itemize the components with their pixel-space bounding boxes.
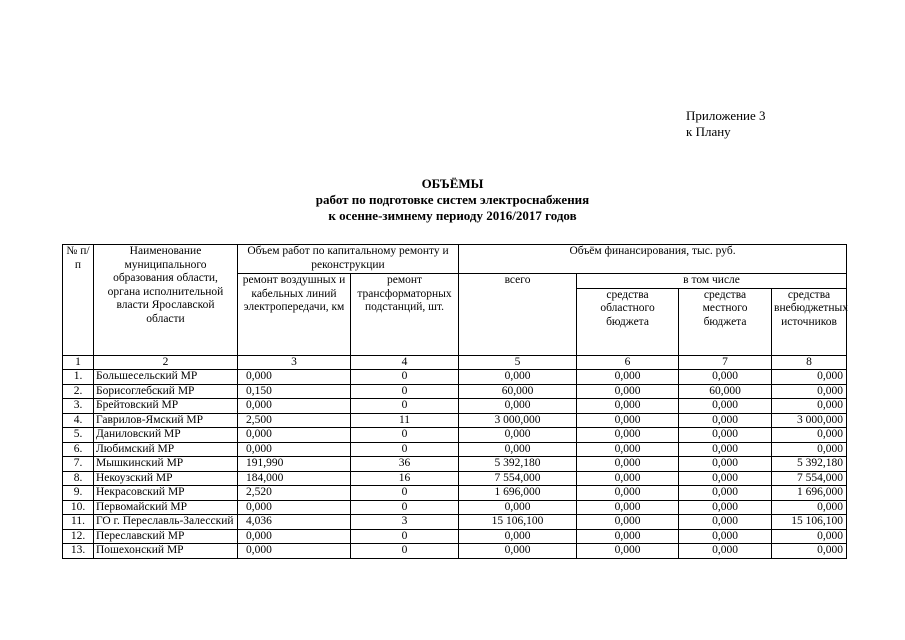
header-substations: ремонт трансформаторных подстанций, шт. [351, 274, 459, 356]
row-local: 0,000 [679, 428, 772, 443]
row-local: 0,000 [679, 486, 772, 501]
row-total: 0,000 [459, 399, 577, 414]
header-regional: средства областного бюджета [577, 288, 679, 355]
row-local: 0,000 [679, 471, 772, 486]
table-row [63, 457, 847, 472]
row-num: 1. [63, 370, 94, 385]
row-lines: 0,000 [238, 399, 351, 414]
row-extra: 1 696,000 [772, 486, 847, 501]
row-extra: 0,000 [772, 399, 847, 414]
row-num: 12. [63, 529, 94, 544]
row-lines: 2,500 [238, 413, 351, 428]
row-num: 2. [63, 384, 94, 399]
table-row [63, 529, 847, 544]
row-substations: 0 [351, 442, 459, 457]
row-name: Некоузский МР [94, 471, 238, 486]
row-num: 4. [63, 413, 94, 428]
header-lines: ремонт воздушных и кабельных линий электропередачи, км [238, 274, 351, 356]
row-local: 0,000 [679, 370, 772, 385]
row-substations: 3 [351, 515, 459, 530]
row-lines: 0,150 [238, 384, 351, 399]
row-total: 0,000 [459, 529, 577, 544]
table-row [63, 442, 847, 457]
row-num: 8. [63, 471, 94, 486]
header-extra: средства внебюджетных источников [772, 288, 847, 355]
row-local: 0,000 [679, 457, 772, 472]
row-lines: 0,000 [238, 370, 351, 385]
header-total: всего [459, 274, 577, 356]
row-extra: 7 554,000 [772, 471, 847, 486]
row-total: 0,000 [459, 428, 577, 443]
row-regional: 0,000 [577, 500, 679, 515]
row-substations: 11 [351, 413, 459, 428]
row-substations: 36 [351, 457, 459, 472]
row-total: 0,000 [459, 500, 577, 515]
row-name: ГО г. Переславль-Залесский [94, 515, 238, 530]
table-row [63, 428, 847, 443]
row-name: Некрасовский МР [94, 486, 238, 501]
row-name: Любимский МР [94, 442, 238, 457]
row-regional: 0,000 [577, 413, 679, 428]
row-substations: 16 [351, 471, 459, 486]
header-including: в том числе [577, 274, 847, 289]
header-local: средства местного бюджета [679, 288, 772, 355]
row-total: 1 696,000 [459, 486, 577, 501]
appendix-line-2: к Плану [686, 124, 731, 139]
row-extra: 0,000 [772, 544, 847, 559]
row-regional: 0,000 [577, 384, 679, 399]
row-regional: 0,000 [577, 399, 679, 414]
table-row [63, 471, 847, 486]
row-name: Мышкинский МР [94, 457, 238, 472]
table-row [63, 413, 847, 428]
row-name: Первомайский МР [94, 500, 238, 515]
row-lines: 0,000 [238, 500, 351, 515]
row-substations: 0 [351, 529, 459, 544]
row-substations: 0 [351, 428, 459, 443]
row-total: 60,000 [459, 384, 577, 399]
title-line-3: к осенне-зимнему периоду 2016/2017 годов [328, 208, 577, 223]
row-num: 3. [63, 399, 94, 414]
row-regional: 0,000 [577, 544, 679, 559]
row-regional: 0,000 [577, 442, 679, 457]
row-lines: 191,990 [238, 457, 351, 472]
row-local: 0,000 [679, 515, 772, 530]
row-num: 11. [63, 515, 94, 530]
row-total: 0,000 [459, 544, 577, 559]
row-extra: 0,000 [772, 428, 847, 443]
row-num: 9. [63, 486, 94, 501]
table-row [63, 544, 847, 559]
row-local: 0,000 [679, 529, 772, 544]
row-local: 0,000 [679, 500, 772, 515]
row-local: 0,000 [679, 399, 772, 414]
row-num: 5. [63, 428, 94, 443]
row-regional: 0,000 [577, 370, 679, 385]
row-local: 60,000 [679, 384, 772, 399]
appendix-note [686, 108, 766, 140]
title-line-2: работ по подготовке систем электроснабжения [315, 192, 590, 207]
row-num: 13. [63, 544, 94, 559]
row-total: 0,000 [459, 442, 577, 457]
row-name: Гаврилов-Ямский МР [94, 413, 238, 428]
row-num: 6. [63, 442, 94, 457]
col-number: 6 [577, 355, 679, 370]
row-extra: 0,000 [772, 384, 847, 399]
table-row [63, 515, 847, 530]
row-regional: 0,000 [577, 486, 679, 501]
row-extra: 15 106,100 [772, 515, 847, 530]
table-row [63, 370, 847, 385]
row-extra: 0,000 [772, 370, 847, 385]
row-local: 0,000 [679, 413, 772, 428]
row-substations: 0 [351, 370, 459, 385]
col-number: 4 [351, 355, 459, 370]
col-number: 8 [772, 355, 847, 370]
header-num: № п/п [63, 245, 94, 356]
row-lines: 0,000 [238, 529, 351, 544]
row-extra: 0,000 [772, 500, 847, 515]
header-financing: Объём финансирования, тыс. руб. [459, 245, 847, 274]
col-number: 1 [63, 355, 94, 370]
col-number: 5 [459, 355, 577, 370]
row-regional: 0,000 [577, 515, 679, 530]
col-number: 7 [679, 355, 772, 370]
row-total: 5 392,180 [459, 457, 577, 472]
row-name: Брейтовский МР [94, 399, 238, 414]
row-lines: 4,036 [238, 515, 351, 530]
row-local: 0,000 [679, 544, 772, 559]
row-regional: 0,000 [577, 457, 679, 472]
row-regional: 0,000 [577, 471, 679, 486]
row-lines: 0,000 [238, 428, 351, 443]
row-regional: 0,000 [577, 428, 679, 443]
row-name: Пошехонский МР [94, 544, 238, 559]
table-row [63, 486, 847, 501]
row-extra: 0,000 [772, 529, 847, 544]
row-lines: 0,000 [238, 442, 351, 457]
row-regional: 0,000 [577, 529, 679, 544]
row-num: 7. [63, 457, 94, 472]
row-lines: 2,520 [238, 486, 351, 501]
appendix-line-1: Приложение 3 [686, 108, 766, 123]
row-extra: 5 392,180 [772, 457, 847, 472]
row-name: Переславский МР [94, 529, 238, 544]
row-substations: 0 [351, 486, 459, 501]
header-name: Наименование муниципального образования области, органа исполнительной власти Ярославской области [94, 245, 238, 356]
row-num: 10. [63, 500, 94, 515]
table-row [63, 399, 847, 414]
row-name: Борисоглебский МР [94, 384, 238, 399]
row-total: 0,000 [459, 370, 577, 385]
row-total: 3 000,000 [459, 413, 577, 428]
row-substations: 0 [351, 384, 459, 399]
row-substations: 0 [351, 399, 459, 414]
row-name: Большесельский МР [94, 370, 238, 385]
table-row [63, 500, 847, 515]
row-extra: 3 000,000 [772, 413, 847, 428]
col-number: 2 [94, 355, 238, 370]
header-capital-work: Объем работ по капитальному ремонту и реконструкции [238, 245, 459, 274]
row-total: 15 106,100 [459, 515, 577, 530]
row-substations: 0 [351, 500, 459, 515]
row-name: Даниловский МР [94, 428, 238, 443]
row-extra: 0,000 [772, 442, 847, 457]
table-row [63, 384, 847, 399]
title-line-1: ОБЪЁМЫ [421, 176, 484, 191]
volumes-table [62, 244, 847, 559]
document-title [0, 176, 905, 224]
row-lines: 184,000 [238, 471, 351, 486]
row-substations: 0 [351, 544, 459, 559]
row-local: 0,000 [679, 442, 772, 457]
row-total: 7 554,000 [459, 471, 577, 486]
col-number: 3 [238, 355, 351, 370]
row-lines: 0,000 [238, 544, 351, 559]
